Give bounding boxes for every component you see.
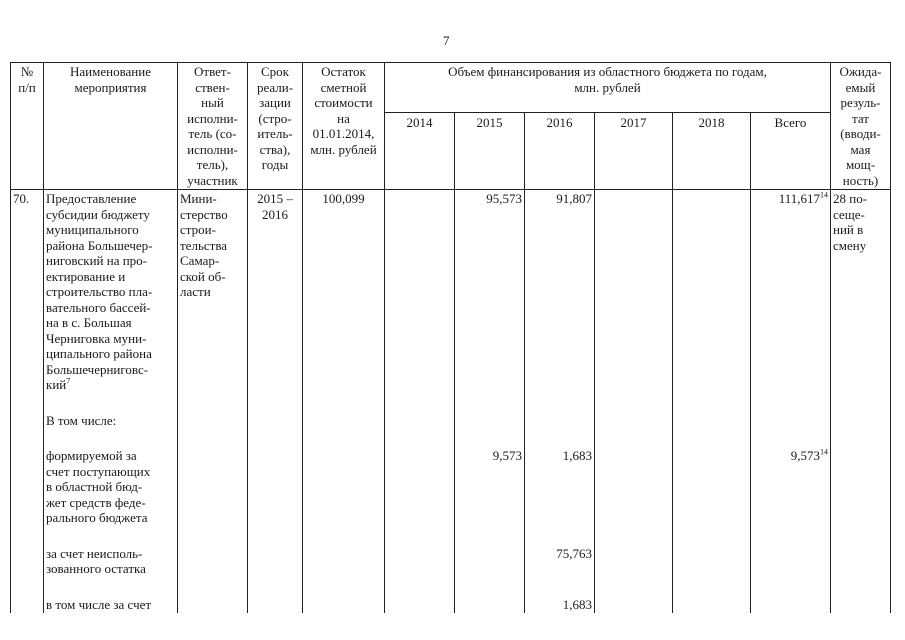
incl2-2016: 1,683 [525, 596, 595, 614]
header-row [11, 63, 891, 113]
row-num: 70. [11, 190, 44, 394]
federal-total [751, 447, 831, 527]
row-2016: 91,807 [525, 190, 595, 394]
page-number: 7 [443, 33, 450, 48]
header-expected-result: Ожида- емый резуль- тат (вводи- мая мощ- ность) [831, 63, 891, 190]
row-2014 [385, 190, 455, 394]
financing-table [10, 62, 891, 613]
federal-total-value: 9,573 [790, 448, 820, 463]
row-remaining-cost: 100,099 [303, 190, 385, 394]
row-term: 2015 – 2016 [248, 190, 303, 394]
federal-label: формируемой за счет поступающих в областной бюд- жет средств феде- рального бюджета [44, 447, 178, 527]
header-total: Всего [751, 112, 831, 189]
row-name [44, 190, 178, 394]
spacer-row [11, 578, 891, 596]
header-term: Срок реали- зации (стро- итель- ства), годы [248, 63, 303, 190]
row-expected-result: 28 по- сеще- ний в смену [831, 190, 891, 394]
header-year-2016: 2016 [525, 112, 595, 189]
incl-label: В том числе: [44, 412, 178, 430]
spacer-row [11, 527, 891, 545]
header-responsible: Ответ- ствен- ный исполни- тель (со- исполни- тель), участник [178, 63, 248, 190]
row-2017 [595, 190, 673, 394]
row-total-value: 111,617 [778, 191, 820, 206]
table-row [11, 596, 891, 614]
row-total [751, 190, 831, 394]
federal-2015: 9,573 [455, 447, 525, 527]
header-year-2018: 2018 [673, 112, 751, 189]
table-row [11, 447, 891, 527]
row-total-footnote: 14 [820, 190, 828, 200]
spacer-row [11, 429, 891, 447]
federal-total-footnote: 14 [820, 447, 828, 457]
row-name-text: Предоставление субсидии бюджету муниципального района Большечер- ниговский на про- ектирование и строительство пла- вательного бассей- на в с. Большая Черниговка муни- ципального района Большечерниговс- кий [46, 191, 153, 392]
spacer-row [11, 394, 891, 412]
header-year-2017: 2017 [595, 112, 673, 189]
table-row [11, 190, 891, 394]
row-2015: 95,573 [455, 190, 525, 394]
header-name: Наименование мероприятия [44, 63, 178, 190]
unused-label: за счет неисполь- зованного остатка [44, 545, 178, 578]
federal-2016: 1,683 [525, 447, 595, 527]
header-financing: Объем финансирования из областного бюджета по годам, млн. рублей [385, 63, 831, 113]
unused-2016: 75,763 [525, 545, 595, 578]
row-name-footnote: 7 [66, 376, 71, 386]
table-row [11, 412, 891, 430]
header-num: № п/п [11, 63, 44, 190]
header-year-2015: 2015 [455, 112, 525, 189]
row-2018 [673, 190, 751, 394]
row-responsible: Мини- стерство строи- тельства Самар- ской об- ласти [178, 190, 248, 394]
header-year-2014: 2014 [385, 112, 455, 189]
header-remaining-cost: Остаток сметной стоимости на 01.01.2014, млн. рублей [303, 63, 385, 190]
incl2-label: в том числе за счет [44, 596, 178, 614]
table-row [11, 545, 891, 578]
